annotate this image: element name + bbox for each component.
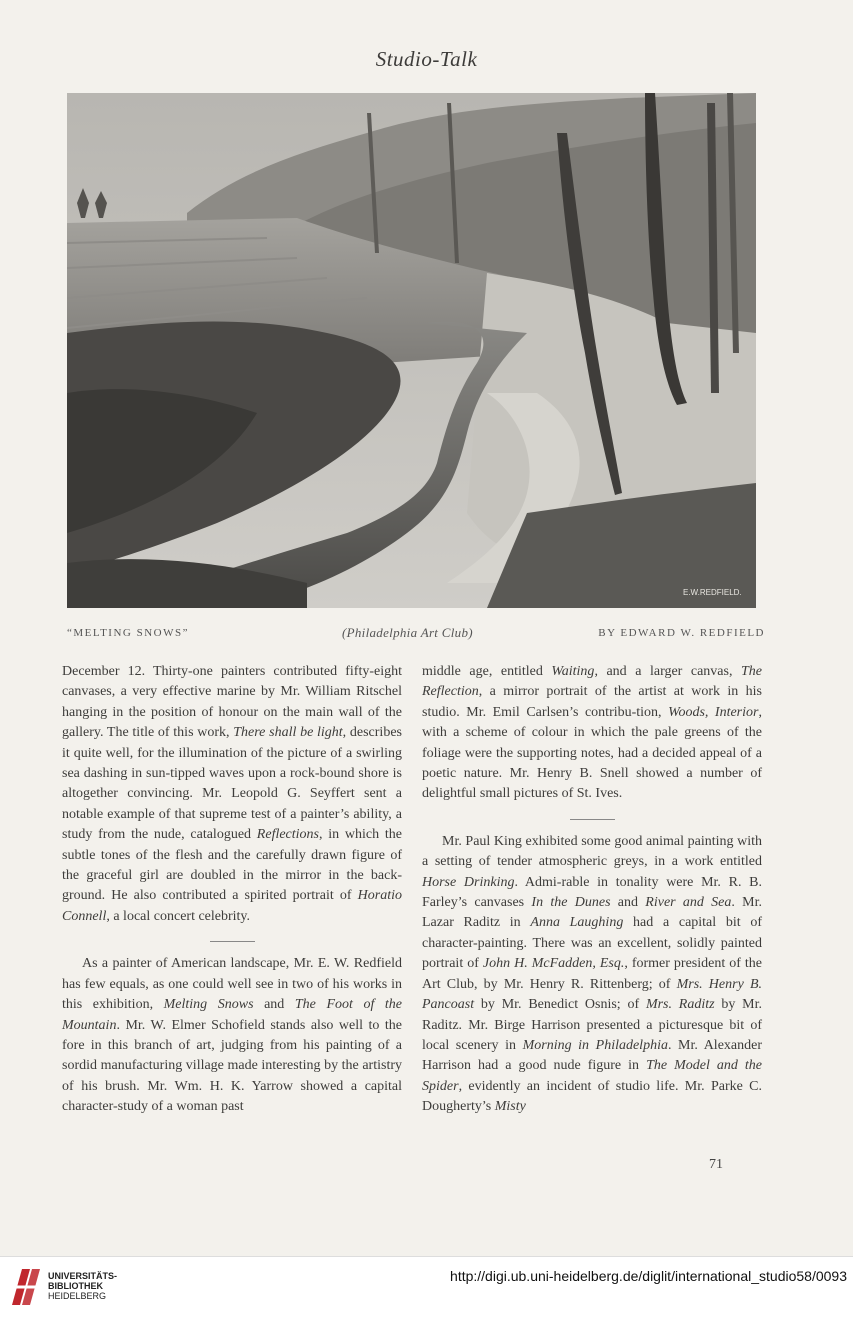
library-name: UNIVERSITÄTS- BIBLIOTHEK HEIDELBERG — [48, 1271, 118, 1301]
plate-illustration — [67, 93, 756, 608]
library-logo-icon — [10, 1265, 42, 1309]
text-column-right — [422, 662, 762, 1118]
plate-caption — [67, 627, 767, 643]
permalink-url[interactable]: http://digi.ub.uni-heidelberg.de/diglit/international_studio58/0093 — [450, 1268, 847, 1284]
paragraph: December 12. Thirty-one painters contributed fifty-eight canvases, a very effective marine by Mr. William Ritschel hanging in the position of honour on the main wall of the gallery. The title of this work, There shall be light, describes it quite well, for the illumination of the picture of a swirling sea dashing in sun-tipped waves upon a rock-bound shore is altogether convincing. Mr. Leopold G. Seyffert sent a notable example of that supreme test of a painter’s ability, a study from the nude, catalogued Reflections, in which the subtle tones of the flesh and the carefully drawn figure of the graceful girl are doubled in the mirror in the back-ground. He also contributed a spirited portrait of Horatio Connell, a local concert celebrity. — [62, 664, 402, 924]
section-divider — [570, 819, 615, 820]
caption-source: (Philadelphia Art Club) — [342, 625, 473, 640]
section-divider — [210, 941, 255, 942]
caption-artist: BY EDWARD W. REDFIELD — [598, 627, 765, 639]
text-column-left — [62, 662, 402, 1118]
paragraph: As a painter of American landscape, Mr. E. W. Redfield has few equals, as one could well see in two of his works in this exhibition, Melting Snows and The Foot of the Mountain. Mr. W. Elmer Schofield stands also well to the fore in this branch of art, judging from his painting of a sordid manufacturing village made interesting by the artistry of his brush. Mr. Wm. H. K. Yarrow showed a capital character-study of a woman past — [62, 956, 402, 1115]
library-footer — [0, 1256, 853, 1318]
landscape-painting — [67, 93, 756, 608]
paragraph: middle age, entitled Waiting, and a larger canvas, The Reflection, a mirror portrait of the artist at work in his studio. Mr. Emil Carlsen’s contribu-tion, Woods, Interior, with a scheme of colour in which the pale greens of the foliage were the supporting notes, had a decided appeal of a poetic nature. Mr. Henry B. Snell showed a number of delightful small pictures of St. Ives. — [422, 664, 762, 802]
painter-signature: E.W.REDFIELD. — [683, 588, 742, 597]
running-header: Studio-Talk — [375, 47, 478, 71]
caption-title: “MELTING SNOWS” — [67, 627, 189, 639]
page-number: 71 — [709, 1157, 723, 1172]
paragraph: Mr. Paul King exhibited some good animal painting with a setting of tender atmospheric greys, in a work entitled Horse Drinking. Admi-rable in tonality were Mr. R. B. Farley’s canvases In the Dunes and River and Sea. Mr. Lazar Raditz in Anna Laughing had a capital bit of character-painting. There was an excellent, solidly painted portrait of John H. McFadden, Esq., former president of the Art Club, by Mr. Henry R. Rittenberg; of Mrs. Henry B. Pancoast by Mr. Benedict Osnis; of Mrs. Raditz by Mr. Raditz. Mr. Birge Harrison presented a picturesque bit of local scenery in Morning in Philadelphia. Mr. Alexander Harrison had a good nude figure in The Model and the Spider, evidently an incident of studio life. Mr. Parke C. Dougherty’s Misty — [422, 833, 763, 1115]
